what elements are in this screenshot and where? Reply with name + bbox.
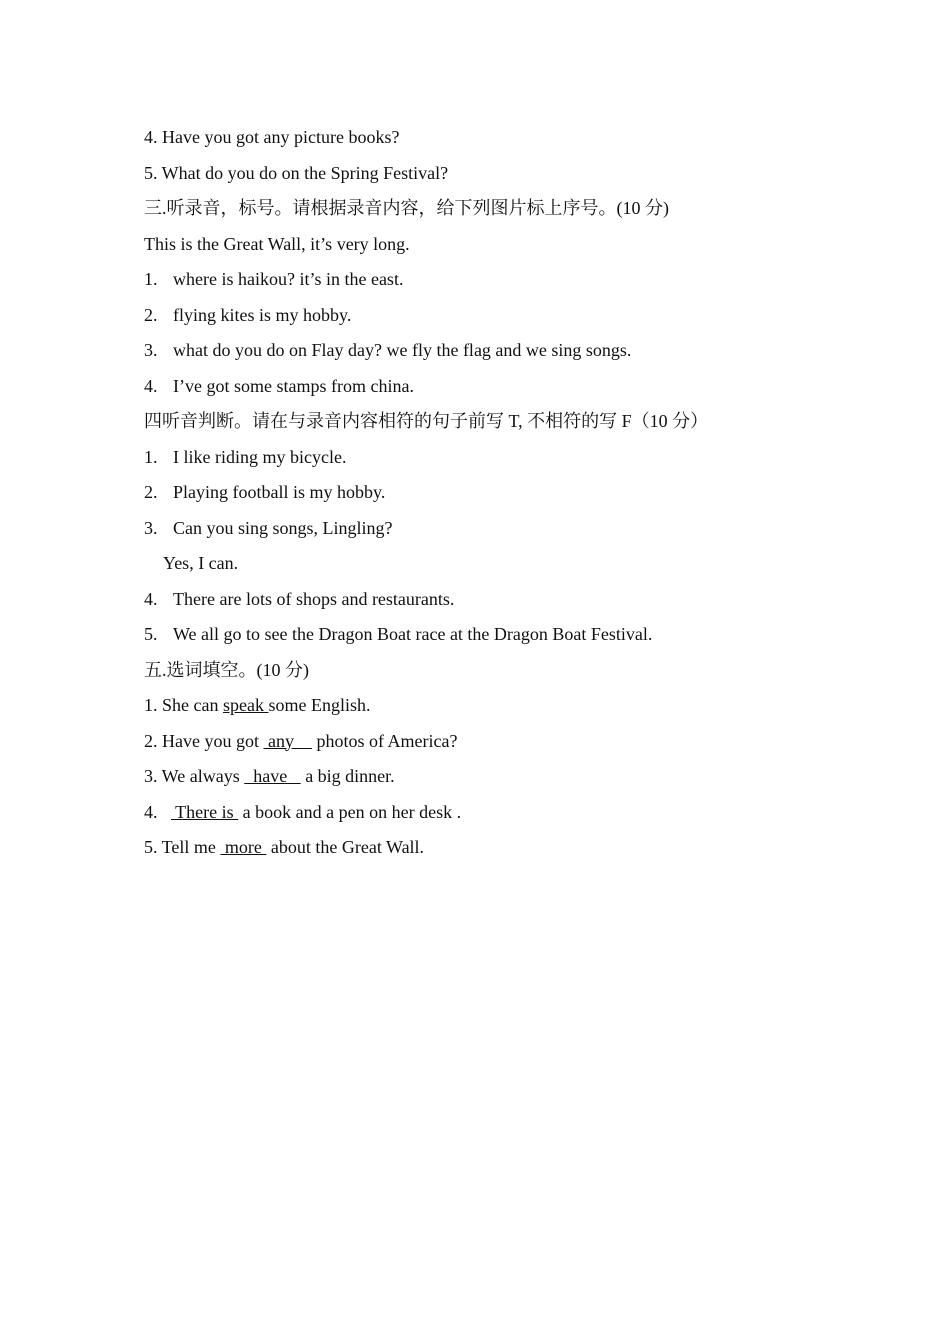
fill-blank-item xyxy=(144,689,844,725)
list-item xyxy=(144,512,844,548)
item-text: Playing football is my hobby. xyxy=(173,482,386,502)
list-item xyxy=(144,618,844,654)
answer-blank: speak xyxy=(222,695,269,715)
item-number: 4. xyxy=(144,375,158,396)
worksheet-page xyxy=(144,121,844,867)
item-number: 3. xyxy=(144,517,158,538)
answer-blank: There is xyxy=(171,801,239,822)
item-text-before: 5. Tell me xyxy=(144,837,221,857)
item-text: flying kites is my hobby. xyxy=(173,304,352,325)
section-heading: 五.选词填空。(10 分) xyxy=(144,659,309,680)
item-text: what do you do on Flay day? we fly the flag and we sing songs. xyxy=(173,340,632,360)
item-text-after: a book and a pen on her desk . xyxy=(238,801,462,822)
item-text: where is haikou? it’s in the east. xyxy=(173,269,404,289)
answer-blank: more xyxy=(220,837,267,857)
list-item xyxy=(144,370,844,406)
item-text-before: 3. We always xyxy=(144,766,245,786)
answer-blank: any xyxy=(263,730,312,751)
item-text-after: a big dinner. xyxy=(300,766,395,786)
example-line: This is the Great Wall, it’s very long. xyxy=(144,233,410,254)
item-text-before: 2. Have you got xyxy=(144,730,264,751)
list-item xyxy=(144,583,844,619)
item-text-after: photos of America? xyxy=(311,730,458,751)
fill-blank-item xyxy=(144,760,844,796)
item-number: 2. xyxy=(144,482,158,502)
item-number: 5. xyxy=(144,624,158,644)
item-number: 3. xyxy=(144,340,158,360)
question-line: 4. Have you got any picture books? xyxy=(144,127,400,147)
item-text-after: some English. xyxy=(268,695,371,715)
question-line: 5. What do you do on the Spring Festival? xyxy=(144,162,449,183)
fill-blank-item xyxy=(144,725,844,761)
section-heading: 三.听录音，标号。请根据录音内容，给下列图片标上序号。(10 分) xyxy=(144,198,669,218)
item-text-before: 1. She can xyxy=(144,695,223,715)
item-number: 4. xyxy=(144,588,158,609)
answer-line: Yes, I can. xyxy=(163,553,239,573)
list-item xyxy=(144,441,844,477)
item-text-before: 4. xyxy=(144,801,171,822)
item-text: I’ve got some stamps from china. xyxy=(173,375,414,396)
item-number: 1. xyxy=(144,446,158,467)
list-item xyxy=(144,263,844,299)
item-number: 1. xyxy=(144,269,158,289)
fill-blank-item xyxy=(144,796,844,832)
item-text: I like riding my bicycle. xyxy=(173,446,347,467)
item-text-after: about the Great Wall. xyxy=(266,837,425,857)
item-text: Can you sing songs, Lingling? xyxy=(173,517,393,538)
section-heading: 四听音判断。请在与录音内容相符的句子前写 T, 不相符的写 F（10 分） xyxy=(144,411,709,431)
item-text: We all go to see the Dragon Boat race at the Dragon Boat Festival. xyxy=(173,624,653,644)
item-number: 2. xyxy=(144,304,158,325)
answer-blank: have xyxy=(244,766,301,786)
fill-blank-item xyxy=(144,831,844,867)
list-item xyxy=(144,476,844,512)
list-item xyxy=(144,334,844,370)
list-item xyxy=(144,299,844,335)
item-text: There are lots of shops and restaurants. xyxy=(173,588,455,609)
